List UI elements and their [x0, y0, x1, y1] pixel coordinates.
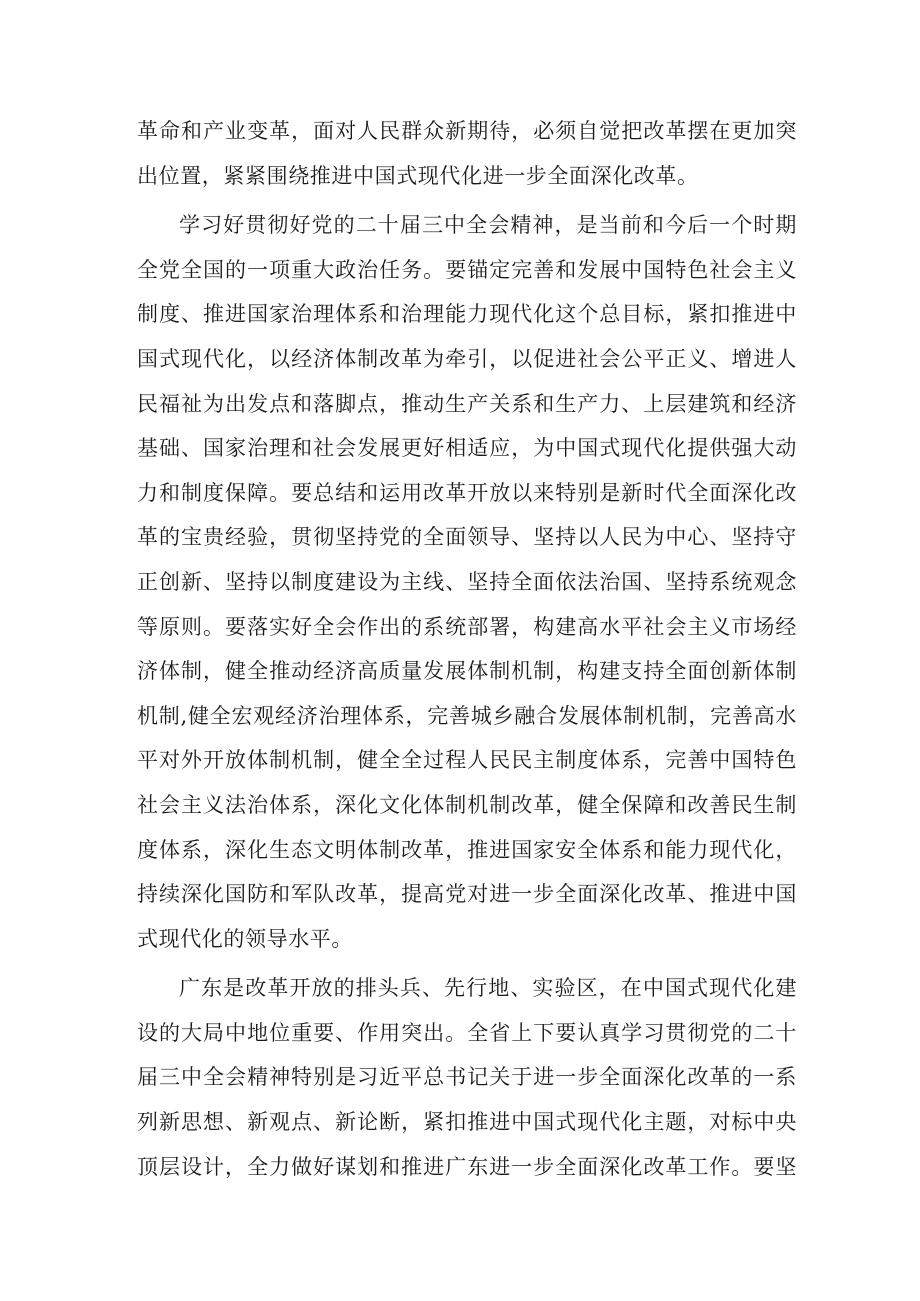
text-line: 力和制度保障。要总结和运用改革开放以来特别是新时代全面深化改 — [137, 480, 797, 505]
document-body — [137, 109, 797, 1189]
text-line: 革命和产业变革，面对人民群众新期待，必须自觉把改革摆在更加突 — [137, 119, 797, 143]
text-line: 学习好贯彻好党的二十届三中全会精神，是当前和今后一个时期 — [179, 213, 797, 238]
text-line: 制度、推进国家治理体系和治理能力现代化这个总目标，紧扣推进中 — [137, 302, 797, 327]
text-line: 革的宝贵经验，贯彻坚持党的全面领导、坚持以人民为中心、坚持守 — [137, 525, 797, 550]
paragraph-1 — [137, 109, 797, 198]
text-line: 国式现代化，以经济体制改革为牵引，以促进社会公平正义、增进人 — [137, 346, 797, 371]
text-line: 设的大局中地位重要、作用突出。全省上下要认真学习贯彻党的二十 — [137, 1020, 797, 1045]
text-line: 全党全国的一项重大政治任务。要锚定完善和发展中国特色社会主义 — [137, 257, 797, 282]
text-line: 济体制，健全推动经济高质量发展体制机制，构建支持全面创新体制 — [137, 659, 797, 684]
text-line: 等原则。要落实好全会作出的系统部署，构建高水平社会主义市场经 — [137, 614, 797, 639]
text-line: 持续深化国防和军队改革，提高党对进一步全面深化改革、推进中国 — [137, 882, 797, 907]
text-line: 平对外开放体制机制，健全全过程人民民主制度体系，完善中国特色 — [137, 748, 797, 773]
text-line: 广东是改革开放的排头兵、先行地、实验区，在中国式现代化建 — [179, 976, 797, 1001]
text-line: 民福祉为出发点和落脚点，推动生产关系和生产力、上层建筑和经济 — [137, 391, 797, 416]
text-line: 机制,健全宏观经济治理体系，完善城乡融合发展体制机制，完善高水 — [137, 703, 797, 728]
text-line: 社会主义法治体系，深化文化体制机制改革，健全保障和改善民生制 — [137, 792, 797, 817]
text-line: 列新思想、新观点、新论断，紧扣推进中国式现代化主题，对标中央 — [137, 1110, 797, 1135]
text-line: 届三中全会精神特别是习近平总书记关于进一步全面深化改革的一系 — [137, 1065, 797, 1090]
paragraph-3 — [137, 966, 797, 1189]
text-line: 正创新、坚持以制度建设为主线、坚持全面依法治国、坚持系统观念 — [137, 569, 797, 594]
text-line: 出位置，紧紧围绕推进中国式现代化进一步全面深化改革。 — [137, 163, 699, 188]
text-line: 基础、国家治理和社会发展更好相适应，为中国式现代化提供强大动 — [137, 436, 797, 461]
text-line: 顶层设计，全力做好谋划和推进广东进一步全面深化改革工作。要坚 — [137, 1154, 797, 1179]
paragraph-2 — [137, 203, 797, 961]
text-line: 度体系，深化生态文明体制改革，推进国家安全体系和能力现代化， — [137, 837, 797, 862]
text-line: 式现代化的领导水平。 — [137, 926, 353, 951]
